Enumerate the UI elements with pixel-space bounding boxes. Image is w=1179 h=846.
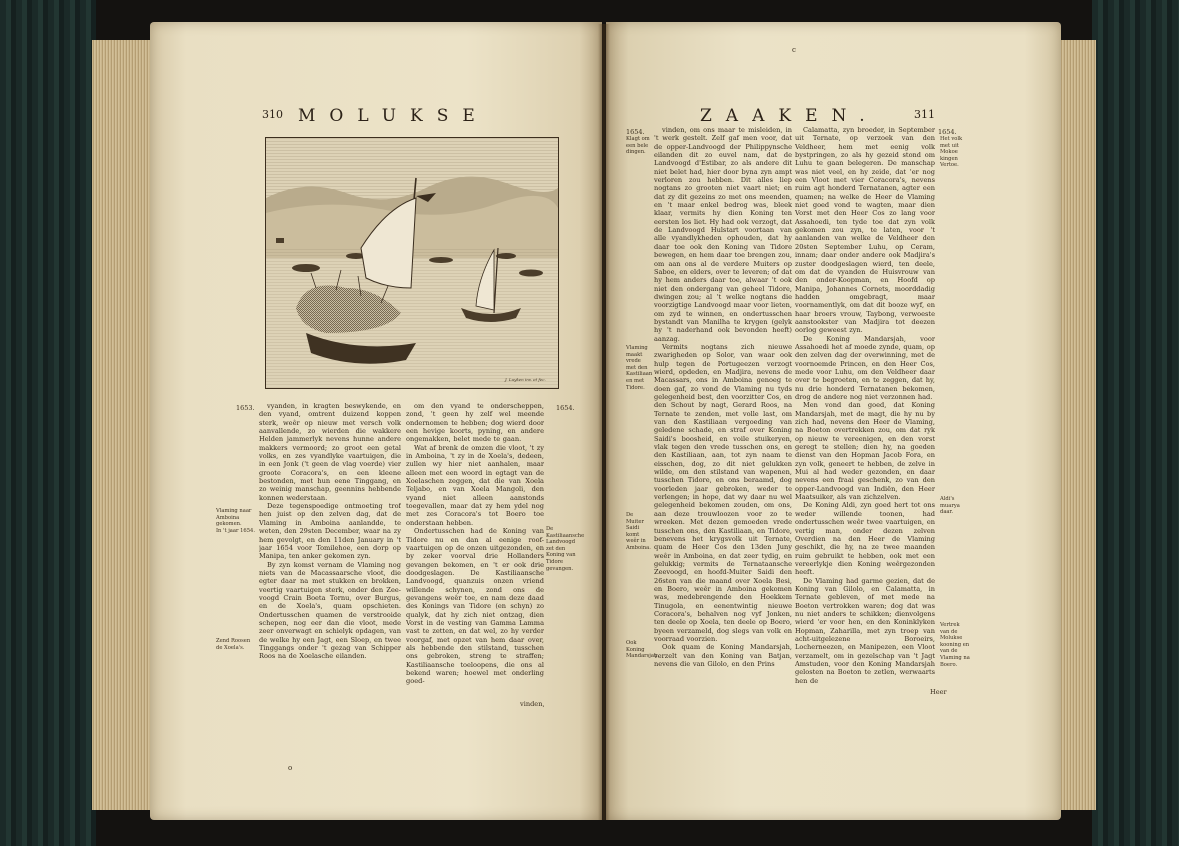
paragraph: Deze tegenspoedige ontmoeting trof hen juist op den zelven dag, dat de Vlaming in Amboina aanlandde, te weten, den 29sten December, waar na zy hem gevolgt, en den 11den January in 't jaar 1654 voor Tomilehoe, een dorp op Manipa, ten anker gekomen zyn.	[259, 502, 401, 561]
engraving-naval-battle	[265, 137, 559, 389]
margin-note-outer: Aldi's muarya daar.	[940, 496, 960, 516]
gutter	[598, 24, 610, 820]
margin-note: In 't jaar 1654.	[216, 528, 255, 534]
year-marker: 1654.	[626, 128, 645, 136]
year-marker: 1653.	[236, 404, 255, 412]
page-edges-left	[92, 40, 152, 810]
margin-note: De Muiter Saidi komt weêr in Amboina.	[626, 512, 651, 551]
left-folio: 310	[262, 108, 283, 121]
margin-note: De Kastiliaansche Landvoogd zet den Koning van Tidore gevangen.	[546, 526, 585, 572]
paragraph: Wat af brenk de omzen die vloot, 't zy in Amboina, 't zy in de Xoela's, dedeen, zullen wy hier niet aanhalen, maar alleen met een woord in egtagt van de Xoelaschen zeggen, dat die van Xoela Teljabo, en van Xoela Mangoli, den vyand niet alleen aanstonds toegevallen, maar dat zy hem ydel nog met zes Coracora's tot Boero toe onderstaan hebben.	[406, 443, 544, 527]
year-marker: 1654.	[938, 128, 957, 136]
margin-note-outer: Vertrek van de Molukse kooning en van de Vlaming na Boero.	[940, 622, 970, 668]
paragraph: vinden, om ons maar te misleiden, in 't werk gestelt. Zelf gaf men voor, dat de opper-Landvoogd der Philippynsche eilanden dit zo euvel nam, dat de Landvoogd d'Estibar, zo als andere dit niet belet had, hier door byna zyn ampt verloren zou hebben. Dit alles liep nogtans zo grooten niet vaart niet; en dat zy dit gezeins zo met ons meenden, en 't maar enkel bedrog was, bleek klaar, vermits hy dien Koning ten eersten los liet. Hy had ook verzogt, dat de Landvoogd Hulstart voortaan van alle vyandlykheden ophouden, dat hy daar toe ook den Koning van Tidore bewegen, en hem daar toe brengen zou, om aan ons al de verdere Muiters op Saboe, en elders, over te leveren; of dat hy hem anders daar toe, alwaar 't ook niet den ondergang van geheel Tidore, dwingen zou; al 't welke nogtans die voorzigtige Landvoogd maar voor lieten, om zyd te winnen, en ondertusschen bystandt van Manilha te krygen (gelyk hy 't naderhand ook bevonden heeft) aanzag.	[654, 126, 792, 343]
margin-note: Klagt om een bele dingen.	[626, 136, 650, 156]
text-column-left-1	[259, 402, 401, 702]
engraving-illustration	[266, 138, 558, 388]
paragraph: Calamatta, zyn broeder, in September uit Ternate, op verzoek van den Veldheer, hem met eenig volk bystpringen, zo als hy gezeid stond om Luhu te gaan belegeren. De manschap was niet veel, en hy zeide, dat 'er nog een Vloot met vier Coracora's, nevens ruim agt honderd Ternatanen, agter een quamen; na welke de Heer de Vlaming niet goed vond te wagten, maar dien Vorst met den Heer Cos zo lang voor Assahoedi, ten tyde toe dat zyn volk gekomen zou zyn, te laten, voor 't aanlanden van welke de Veldheer den 20sten September Luhu, op Ceram, innam; daar onder andere ook Madjira's zuster doodgeslagen wierd, ten deele, om dat de vyanden de Huisvrouw van den onder-Koopman, en Hoofd op Manipa, Johannes Cornets, moorddadig hadden omgebragt, maar voornamentlyk, om dat dit booze wyf, en haar broers vrouw, Taybong, verwoeste aanstookster van Madjira tot deezen oorlog geweest zyn.	[795, 126, 935, 335]
year-marker: 1654.	[556, 404, 575, 412]
margin-note: Ook Koning Mandarsjah.	[626, 640, 659, 660]
page-edges-right	[1060, 40, 1096, 810]
margin-note: Vlaming maakt vrede met den Kastiliaan en met Tidore.	[626, 345, 653, 391]
cover-left	[0, 0, 96, 846]
text-column-right-2	[795, 126, 935, 686]
margin-note: Zend Roosen de Xoela's.	[216, 638, 251, 651]
paragraph: De Vlaming had garme gezien, dat de Koning van Gilolo, en Calamatta, in Ternate gebleven, of met mede na Boeton vertrokken waren; dog dat was nu niet anders te schikken; dienvolgens wierd 'er voor hen, en den Koninklyken Hopman, Zaharilla, met zyn troep van acht-uitgelezene Boroeirs, Locherneezen, en Manipezen, een Vloot verzamelt, om in gezelschap van 't Jagt Amstuden, voor den Koning Mandarsjah gelosten na Boeton te zetlen, werwaarts hen de	[795, 576, 935, 685]
paragraph: om den vyand te onderscheppen, zond, 't geen hy zelf wel meende ondernomen te hebben; dog wierd door een hevige koorts, pyning, en andere ongemakken, belet mede te gaan.	[406, 402, 544, 444]
paragraph: vyanden, in kragten beswykende, en den vyand, omtrent duizend koppen sterk, weêr op nieuw met versch volk aanvallende, zo wierden die wakkere Helden jammerlyk nevens hunne andere makkers vermoord; zo groot een getal volks, en zes vyandlyke vaartuigen, die in een Jonk ('t geen de vlag voerde) vier groote Coracora's, en een kleene bestonden, met hun eene Tinggang, en zo weinig manschap, geennins hebbende konnen wederstaan.	[259, 402, 401, 502]
catchword: vinden,	[520, 700, 545, 708]
paragraph: Vermits nogtans zich nieuwe zwarigheden op Solor, van waar ook hulp tegen de Portugeezen verzogt wierd, opdeden, en Madjira, nevens de Macassars, ons in Amboina genoeg te doen gaf, zo vond de Vlaming nu tyds gelegenheid best, den voorzitter Cos, en den Schout by nagt, Gerard Roos, na Ternate te zenden, met volle last, om van den Kastiliaan vergoeding van geledene schade, en straf over Koning Saidi's boosheid, en voile stuikeryen, vlak tegen den vrede tusschen ons, en den Kastiliaan, aan, tot zyn naam te eisschen, dog, zo dit niet gelukken wilde, om den stilstand van wapenen, tusschen Tidore, en ons beraamd, dog voorleden jaar gebroken, weder te verlengen; in hope, dat wy daar nu wel gelegenheid bekomen zouden, om ons, aan deze trouwloozen voor zo te wreeken. Met dezen gemoeden vrede tusschen ons, den Kastiliaan, en Tidore, benevens het krygsvolk uit Ternate, quam de Heer Cos den 13den Juny weêr in Amboina, en dat zeer tydig, en gelukkig; vermits de Ternataansche Zeevoogd, en hoofd-Muiter Saidi den 26sten van die maand over Xoela Besi, en Boero, weêr in Amboina gekomen was, medebrengende den Hoekkem Tinugola, en eenentwintig nieuwe Coracora's, behalven nog vyf Jonken, ten deele op Xoela, ten deele op Boero, byeen verzameld, dog slegs van volk en voorraad voorzien.	[654, 342, 792, 643]
paragraph: Ondertusschen had de Koning van Tidore nu en dan al eenige roof-vaartuigen op de onzen uitgezonden, en by zeker voorval drie Hollanders gevangen bekomen, en 't er ook drie doodgeslagen. De Kastiliaansche Landvoogd, quanzuis onzen vriend willende schynen, zond ons de gevangens weêr toe, en nam deze daad des Konings van Tidore (en schyn) zo qualyk, dat hy zich niet ontzag, dien Vorst in de vesting van Gamma Lamma vast te zetten, en dat wel, zo hy verder voorgaf, met opzet van hem daar over, als hebbende den stilstand, tusschen ons gebroken, streng te straffen; Kastiliaansche toeloopens, die ons al bekend waren; hoewel met onderling goed-	[406, 527, 544, 686]
plate-signature: J. Luyken inv. et fec.	[505, 377, 546, 382]
paragraph: De Koning Aldi, zyn goed hert tot ons weder willende toonen, had ondertusschen weêr twee vaartuigen, en vertig man, onder dezen zelven Overdien na den Heer de Vlaming geschikt, die hy, na ze twee maanden ruim gebruikt te hebben, ook met een vereerlykje dien Koning weêrgezonden heeft.	[795, 501, 935, 577]
text-column-right-1	[654, 126, 792, 676]
margin-note-outer: Het volk met uit Mokoe kingen Vertoe.	[940, 136, 963, 169]
catchword: Heer	[930, 688, 947, 696]
cover-right	[1092, 0, 1179, 846]
margin-note: Vlaming naar Amboina gekomen.	[216, 508, 252, 528]
paragraph: De Koning Mandarsjah, voor Assahoedi het af moede zynde, quam, op den zelven dag der overwinning, met de voornoemde Princen, en den Heer Cos, mede voor Luhu, om den Veldheer daar over te begroeten, en te zeggen, dat hy, nu drie honderd Ternatanen bekomen, drog de andere nog niet verzonnen had.	[795, 334, 935, 401]
paragraph: By zyn komst vernam de Vlaming nog niets van de Macassaarsche vloot, die egter daar na met stukken en brokken, veertig vaartuigen sterk, onder den Zee-voogd Crain Boeta Tornu, over Burgus, en de Xoela's, quam opschieten. Ondertusschen quamen de verstrooide schepen, nog eer dan die vloot, mede zeer onverwagt en schielyk opdagen, van de welke hy een Jagt, een Sloep, en twee Tinggangs onder 't gezag van Schipper Roos na de Xoelasche eilanden.	[259, 560, 401, 661]
text-column-left-2	[406, 402, 544, 702]
top-mark: c	[792, 46, 796, 54]
right-running-head: ZAAKEN.	[700, 106, 879, 126]
right-folio: 311	[914, 108, 935, 121]
paragraph: Ook quam de Koning Mandarsjah, verzelt van den Koning van Batjan, nevens die van Gilolo, en den Prins	[654, 643, 792, 668]
left-running-head: MOLUKSE	[298, 106, 489, 126]
paragraph: Men vond dan goed, dat Koning Mandarsjah, met de magt, die hy nu by zich had, nevens den Heer de Vlaming, na Boeton overtrekken zou, om dat ryk op nieuw te vereenigen, en den vorst geregt te stellen; dien hy, na goeden dienst van den Hopman Jacob Fora, en zyn volk, geneert te hebben, de zelve in Mui al had weder gezonden, en daar nevens een fraai geschenk, zo van den opper-Landvoogd van Indiën, den Heer Maatsuiker, als van zichzelven.	[795, 401, 935, 502]
page-mark: o	[288, 764, 293, 772]
